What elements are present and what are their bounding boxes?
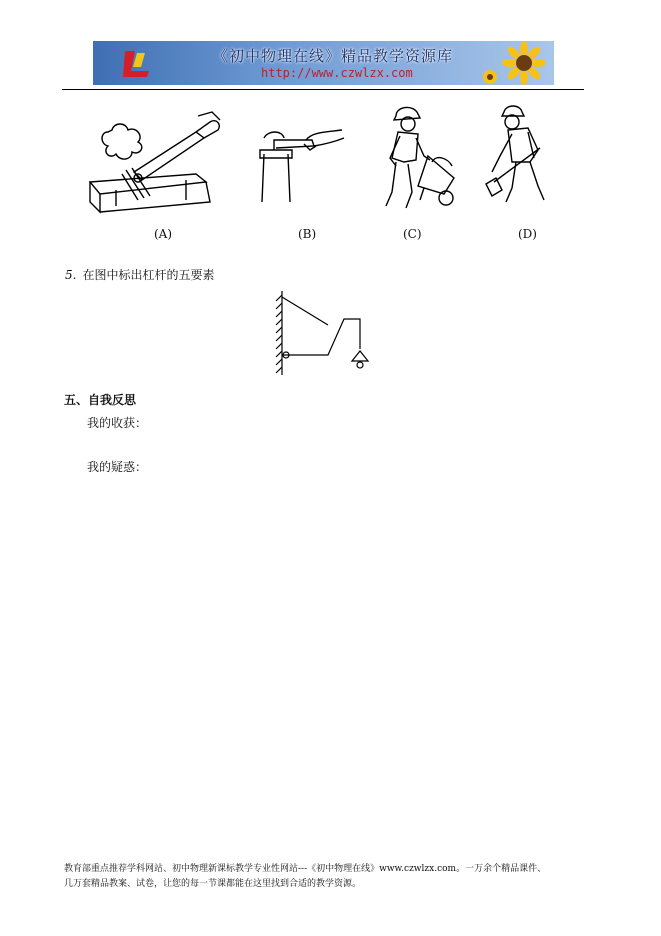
figure-c-wheelbarrow-worker: [374, 102, 460, 227]
figure-a-chopping-knife: [86, 102, 226, 227]
footer-note: [64, 862, 594, 892]
lever-diagram: [272, 289, 372, 379]
figures-row: [86, 102, 566, 252]
logo-icon: [121, 47, 155, 79]
sunflower-icon: [478, 41, 552, 85]
figure-c-label: (C): [403, 227, 422, 241]
footer-line-1: 教育部重点推荐学科网站、初中物理新课标教学专业性网站---《初中物理在线》www.czwlzx.com。一万余个精品课件、: [64, 864, 547, 874]
question-5: [65, 266, 214, 283]
figure-d-shovel-worker: [482, 102, 566, 227]
my-doubt-label: 我的疑惑：: [87, 460, 148, 474]
banner-url[interactable]: http://www.czwlzx.com: [261, 66, 413, 80]
question-text: 在图中标出杠杆的五要素: [82, 268, 215, 282]
question-number: 5.: [65, 268, 77, 282]
figure-d-label: (D): [518, 227, 537, 241]
header-banner: [93, 41, 554, 85]
figure-a-label: (A): [154, 227, 173, 241]
banner-title: 《初中物理在线》精品教学资源库: [213, 47, 454, 65]
section-heading-reflection: 五、自我反思: [64, 393, 137, 407]
my-gain-label: 我的收获：: [87, 416, 148, 430]
footer-line-2: 几万套精品教案、试卷，让您的每一节课都能在这里找到合适的教学资源。: [64, 879, 362, 889]
figure-b-label: (B): [298, 227, 317, 241]
figure-b-water-tap: [254, 102, 350, 227]
header-rule: [62, 89, 584, 90]
